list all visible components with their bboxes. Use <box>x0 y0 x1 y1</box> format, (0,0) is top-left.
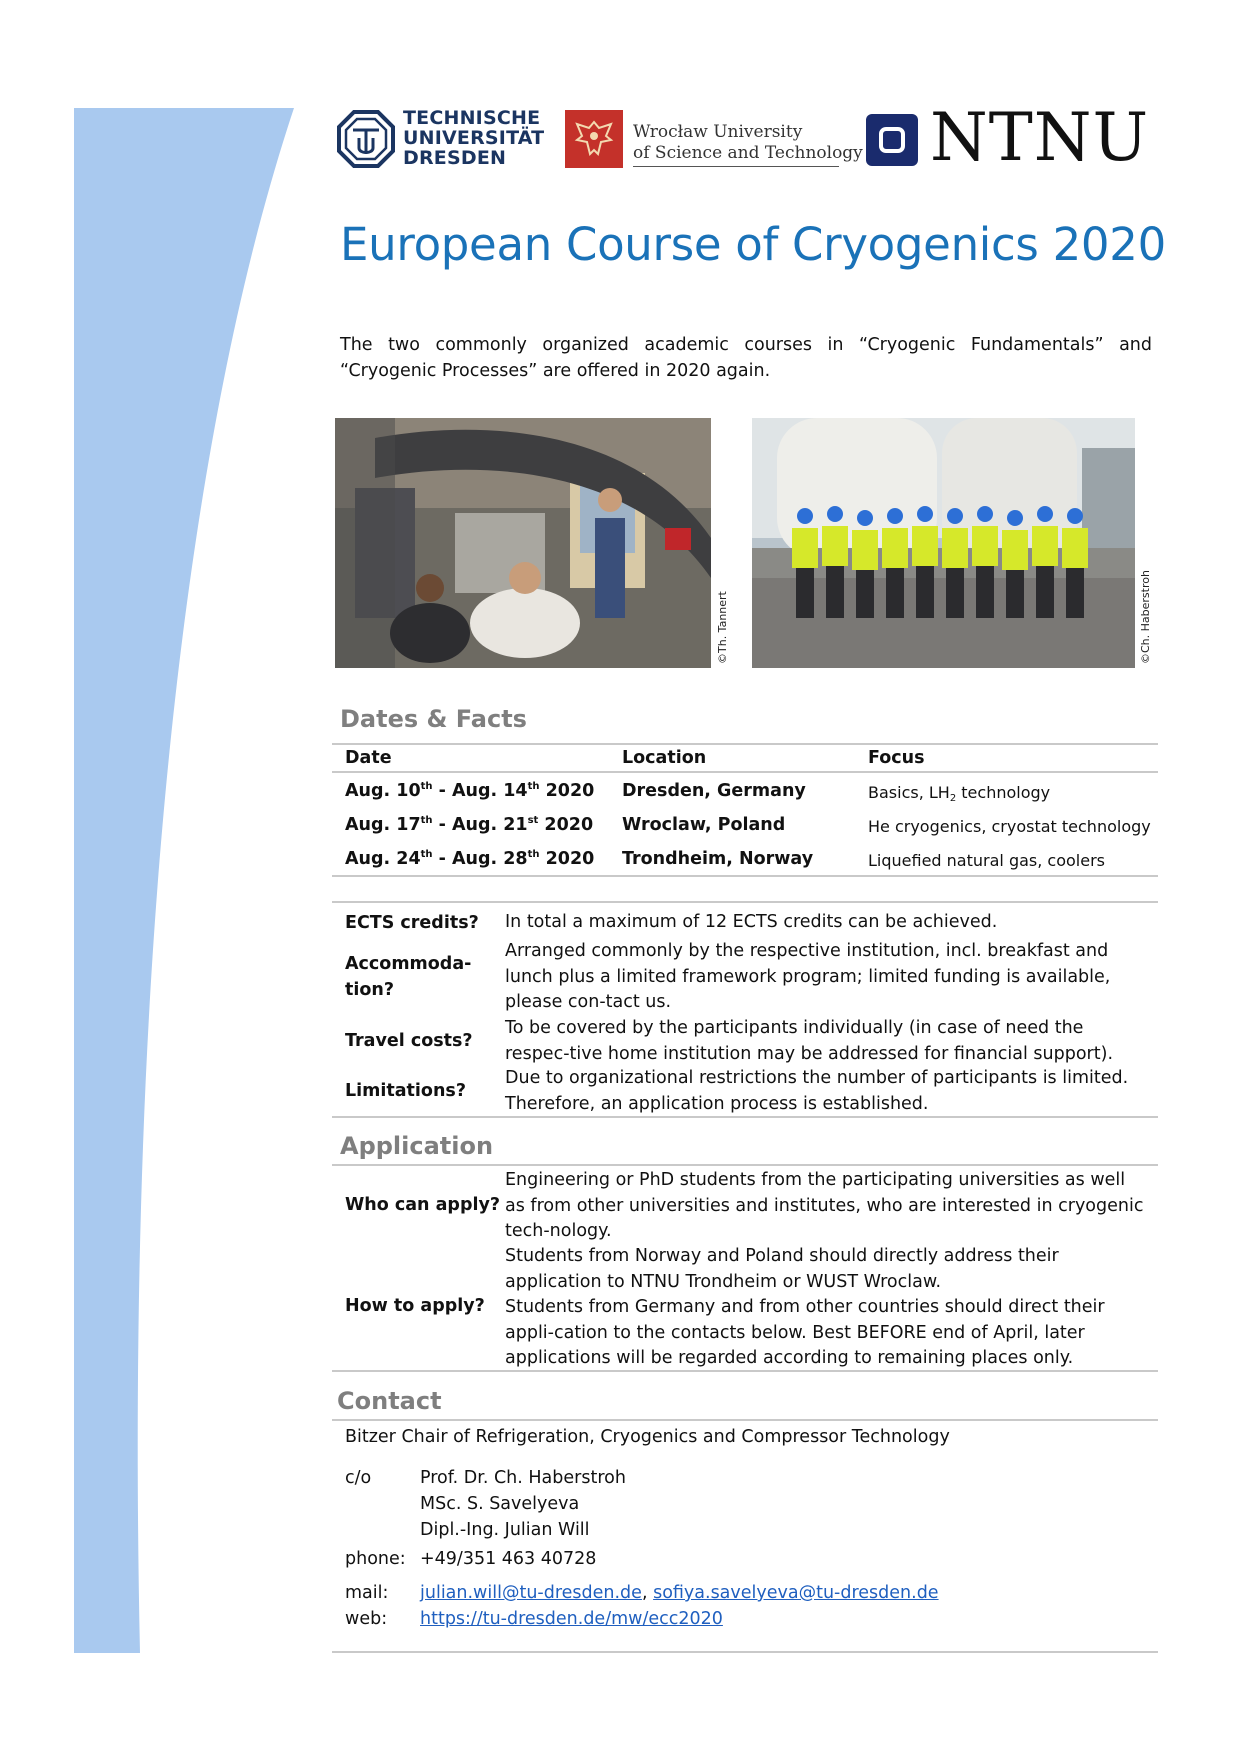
date-cell: Aug. 17th - Aug. 21st 2020 <box>345 815 594 835</box>
how-answer-2: Students from Germany and from other countries should direct their appli-cation to the contacts below. Best BEFORE end of April, later applications will be regarded according to remaining places only. <box>505 1297 1105 1368</box>
contact-top-rule <box>332 1419 1158 1421</box>
co-label: c/o <box>345 1468 372 1488</box>
ntnu-square-mark-icon <box>866 114 918 166</box>
focus-cell: He cryogenics, cryostat technology <box>868 817 1151 836</box>
web-label: web: <box>345 1609 388 1629</box>
tu-dresden-wordmark: TECHNISCHE UNIVERSITÄT DRESDEN <box>403 107 545 169</box>
wust-underline <box>633 166 839 167</box>
photo-credit-2: ©Ch. Haberstroh <box>1139 570 1152 664</box>
limitations-question: Limitations? <box>345 1081 466 1101</box>
facts-top-rule <box>332 901 1158 903</box>
dates-top-rule <box>332 743 1158 745</box>
contact-person-1: Prof. Dr. Ch. Haberstroh <box>420 1468 626 1488</box>
dates-bottom-rule <box>332 875 1158 877</box>
phone-label: phone: <box>345 1549 406 1569</box>
chair-name: Bitzer Chair of Refrigeration, Cryogenics and Compressor Technology <box>345 1427 950 1447</box>
col-header-focus: Focus <box>868 748 925 768</box>
lab-photo <box>335 418 711 668</box>
application-top-rule <box>332 1164 1158 1166</box>
how-question: How to apply? <box>345 1296 485 1316</box>
intro-paragraph: The two commonly organized academic courses in “Cryogenic Fundamentals” and “Cryogenic Processes” are offered in 2020 again. <box>340 335 1152 381</box>
ects-answer: In total a maximum of 12 ECTS credits can be achieved. <box>505 912 998 932</box>
decorative-side-band <box>74 108 294 1653</box>
wust-logo <box>565 108 863 172</box>
contact-person-3: Dipl.-Ing. Julian Will <box>420 1520 590 1540</box>
dates-header-rule <box>332 771 1158 773</box>
ntnu-logo <box>866 99 1150 176</box>
mail-link-julian[interactable]: julian.will@tu-dresden.de <box>420 1583 642 1603</box>
contact-person-2: MSc. S. Savelyeva <box>420 1494 580 1514</box>
who-question: Who can apply? <box>345 1195 501 1215</box>
date-cell: Aug. 10th - Aug. 14th 2020 <box>345 781 595 801</box>
col-header-date: Date <box>345 748 392 768</box>
how-answer-1: Students from Norway and Poland should directly address their application to NTNU Trondheim or WUST Wroclaw. <box>505 1246 1059 1292</box>
group-photo <box>752 418 1135 668</box>
facts-bottom-rule <box>332 1116 1158 1118</box>
who-answer: Engineering or PhD students from the participating universities as well as from other universities and institutes, who are interested in cryogenic tech-nology. <box>505 1170 1144 1241</box>
focus-cell: Liquefied natural gas, coolers <box>868 851 1105 870</box>
contact-heading: Contact <box>337 1387 442 1415</box>
travel-question: Travel costs? <box>345 1031 473 1051</box>
ects-question: ECTS credits? <box>345 913 479 933</box>
date-cell: Aug. 24th - Aug. 28th 2020 <box>345 849 595 869</box>
wust-eagle-crest-icon <box>565 110 623 168</box>
ntnu-wordmark: NTNU <box>930 99 1150 176</box>
mail-link-sofiya[interactable]: sofiya.savelyeva@tu-dresden.de <box>653 1583 939 1603</box>
lab-photo-image <box>335 418 711 668</box>
wust-wordmark: Wrocław University of Science and Technology <box>633 122 863 163</box>
tu-dresden-logo <box>337 108 547 172</box>
phone-number: +49/351 463 40728 <box>420 1549 597 1569</box>
focus-cell: Basics, $LH_2$ technology <box>868 783 1051 804</box>
group-photo-image <box>752 418 1135 668</box>
application-bottom-rule <box>332 1370 1158 1372</box>
web-link[interactable]: https://tu-dresden.de/mw/ecc2020 <box>420 1609 723 1629</box>
page-title: European Course of Cryogenics 2020 <box>340 218 1166 271</box>
dates-facts-heading: Dates & Facts <box>340 705 527 733</box>
location-cell: Wroclaw, Poland <box>622 815 786 835</box>
accommodation-answer: Arranged commonly by the respective institution, incl. breakfast and lunch plus a limited framework program; limited funding is available, please con-tact us. <box>505 941 1111 1012</box>
photo-credit-1: ©Th. Tannert <box>716 591 729 664</box>
location-cell: Trondheim, Norway <box>622 849 814 869</box>
contact-bottom-rule <box>332 1651 1158 1653</box>
travel-answer: To be covered by the participants individually (in case of need the respec-tive home institution may be addressed for financial support). <box>505 1018 1114 1064</box>
col-header-location: Location <box>622 748 707 768</box>
mail-links: julian.will@tu-dresden.de, sofiya.savelyeva@tu-dresden.de <box>420 1583 939 1603</box>
limitations-answer: Due to organizational restrictions the number of participants is limited. Therefore, an application process is established. <box>505 1068 1129 1114</box>
tu-dresden-emblem-icon <box>337 110 395 168</box>
mail-label: mail: <box>345 1583 389 1603</box>
web-link-wrap <box>420 1606 723 1632</box>
application-heading: Application <box>340 1132 494 1160</box>
location-cell: Dresden, Germany <box>622 781 806 801</box>
accommodation-question: Accommoda- tion? <box>345 954 472 1000</box>
